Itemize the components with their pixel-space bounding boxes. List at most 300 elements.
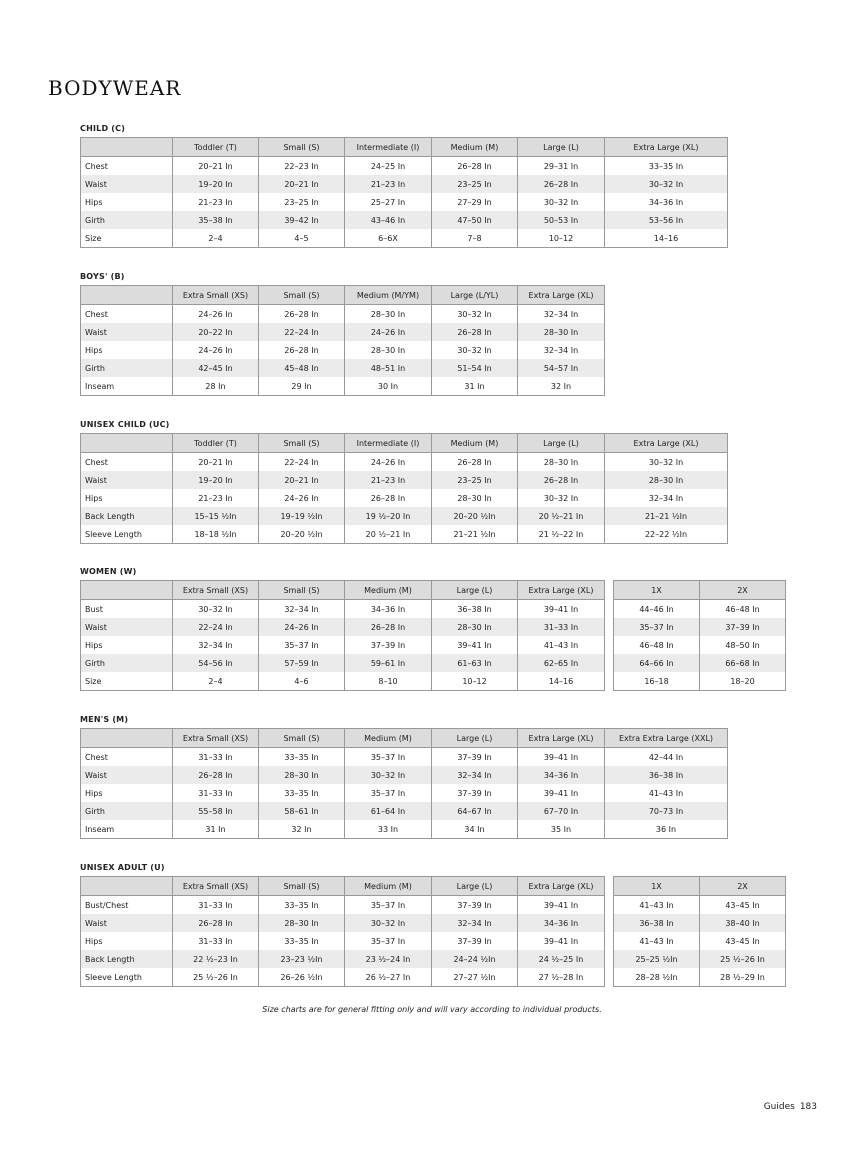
table-cell: 22–24 In — [259, 323, 345, 341]
column-header: Intermediate (I) — [345, 434, 432, 453]
header-row — [81, 877, 605, 896]
table-cell: 39–41 In — [432, 636, 518, 654]
column-header — [81, 877, 173, 896]
table-cell: 55–58 In — [173, 802, 259, 820]
table-cell: 18–20 — [700, 672, 786, 691]
table-cell: 21–23 In — [173, 489, 259, 507]
page-title: BODYWEAR — [48, 76, 182, 100]
table-cell: 20–22 In — [173, 323, 259, 341]
table-cell: 8–10 — [345, 672, 432, 691]
table-cell: 18–18 ½In — [173, 525, 259, 544]
section-title: WOMEN (W) — [80, 567, 137, 576]
table-cell: 26–28 In — [432, 157, 518, 176]
column-header: Medium (M) — [345, 729, 432, 748]
table-cell: 23–23 ½In — [259, 950, 345, 968]
row-label: Chest — [85, 457, 108, 467]
column-header: Extra Large (XL) — [605, 434, 728, 453]
table-cell: 26–28 In — [259, 305, 345, 324]
table-cell: 37–39 In — [432, 896, 518, 915]
table-cell: 10–12 — [432, 672, 518, 691]
table-row — [614, 950, 786, 968]
table-cell: 43–45 In — [700, 896, 786, 915]
table-row — [81, 323, 605, 341]
table-row — [81, 377, 605, 396]
row-label: Girth — [81, 359, 173, 377]
table-cell: 24–26 In — [345, 453, 432, 472]
column-header: Medium (M) — [345, 877, 432, 896]
table-row — [614, 654, 786, 672]
table-cell: 41–43 In — [605, 784, 728, 802]
table-cell: 32–34 In — [432, 766, 518, 784]
row-label: Inseam — [85, 824, 115, 834]
table-cell: 58–61 In — [259, 802, 345, 820]
table-cell: 48–50 In — [700, 636, 786, 654]
column-header: 1X — [614, 581, 700, 600]
table-cell: 28–30 In — [259, 914, 345, 932]
table-row — [614, 600, 786, 619]
row-label: Girth — [81, 654, 173, 672]
table-cell: 53–56 In — [605, 211, 728, 229]
size-chart-note: Size charts are for general fitting only and will vary according to individual products. — [262, 1005, 602, 1014]
column-header: Large (L/YL) — [432, 286, 518, 305]
table-cell: 30–32 In — [173, 600, 259, 619]
row-label: Hips — [85, 197, 103, 207]
table-cell: 32–34 In — [518, 305, 605, 324]
table-cell: 26–28 In — [173, 766, 259, 784]
table-cell: 20–20 ½In — [432, 507, 518, 525]
section-boys — [80, 271, 605, 396]
table-row — [81, 968, 605, 987]
table-cell: 26–26 ½In — [259, 968, 345, 987]
row-label: Back Length — [81, 507, 173, 525]
table-cell: 16–18 — [644, 676, 669, 686]
column-header: Extra Large (XL) — [605, 138, 728, 157]
section-title: UNISEX CHILD (UC) — [80, 420, 170, 429]
table-row — [614, 618, 786, 636]
table-row — [81, 193, 728, 211]
column-header: Medium (M) — [432, 434, 518, 453]
table-cell: 30–32 In — [345, 766, 432, 784]
column-header — [81, 434, 173, 453]
table-cell: 26–28 In — [432, 453, 518, 472]
table-cell: 39–41 In — [518, 600, 605, 619]
table-cell: 36–38 In — [614, 914, 700, 932]
header-row — [81, 581, 605, 600]
table-cell: 26–28 In — [432, 323, 518, 341]
table-cell: 30–32 In — [518, 193, 605, 211]
table-cell: 32–34 In — [173, 636, 259, 654]
table-cell: 44–46 In — [639, 604, 674, 614]
table-cell: 27–29 In — [432, 193, 518, 211]
page-footer — [764, 1102, 817, 1112]
table-cell: 24–26 In — [259, 489, 345, 507]
table-cell: 59–61 In — [345, 654, 432, 672]
table-cell: 24 ½–25 In — [518, 950, 605, 968]
table-cell: 34–36 In — [345, 600, 432, 619]
header-row — [614, 877, 786, 896]
table-row — [81, 489, 728, 507]
table-cell: 26–28 In — [345, 489, 432, 507]
column-header: Extra Extra Large (XXL) — [605, 729, 728, 748]
table-cell: 4–6 — [259, 672, 345, 691]
table-cell: 23–25 In — [432, 175, 518, 193]
table-cell: 23–25 In — [432, 471, 518, 489]
table-cell: 23–25 In — [259, 193, 345, 211]
row-label: Inseam — [85, 381, 115, 391]
row-label: Waist — [81, 323, 173, 341]
table-cell: 36 In — [605, 820, 728, 839]
table-cell: 64–67 In — [432, 802, 518, 820]
table-cell: 66–68 In — [700, 654, 786, 672]
row-label: Waist — [81, 618, 173, 636]
table-cell: 32–34 In — [432, 914, 518, 932]
table-cell: 28–30 In — [432, 489, 518, 507]
table-cell: 20 ½–21 In — [345, 525, 432, 544]
row-label: Girth — [81, 802, 173, 820]
table-cell: 26–28 In — [518, 471, 605, 489]
table-cell: 37–39 In — [432, 932, 518, 950]
table-cell: 32–34 In — [605, 489, 728, 507]
table-cell: 50–53 In — [518, 211, 605, 229]
table-row — [81, 654, 605, 672]
table-cell: 33–35 In — [259, 784, 345, 802]
row-label: Hips — [85, 640, 103, 650]
table-cell: 32 In — [259, 820, 345, 839]
table-row — [81, 914, 605, 932]
table-cell: 33–35 In — [259, 896, 345, 915]
column-header: Medium (M) — [432, 138, 518, 157]
column-header: 1X — [614, 877, 700, 896]
table-cell: 24–26 In — [173, 305, 259, 324]
table-cell: 28–30 In — [345, 305, 432, 324]
table-cell: 31–33 In — [173, 932, 259, 950]
header-row — [81, 138, 728, 157]
tables-row — [80, 728, 728, 839]
table-cell: 70–73 In — [605, 802, 728, 820]
table-cell: 28 In — [173, 377, 259, 396]
table-cell: 20–21 In — [173, 157, 259, 176]
column-header: 2X — [700, 877, 786, 896]
extended-size-table — [613, 876, 786, 987]
header-row — [81, 729, 728, 748]
row-label: Hips — [85, 936, 103, 946]
row-label: Sleeve Length — [85, 529, 142, 539]
table-cell: 34–36 In — [605, 193, 728, 211]
table-cell: 29 In — [259, 377, 345, 396]
table-cell: 32–34 In — [259, 600, 345, 619]
section-title: UNISEX ADULT (U) — [80, 863, 165, 872]
table-cell: 20–21 In — [259, 471, 345, 489]
table-row — [81, 507, 728, 525]
table-cell: 33–35 In — [605, 157, 728, 176]
table-cell: 61–63 In — [432, 654, 518, 672]
table-row — [81, 175, 728, 193]
column-header — [81, 286, 173, 305]
table-cell: 28–30 In — [518, 453, 605, 472]
row-label: Waist — [81, 471, 173, 489]
column-header — [81, 138, 173, 157]
table-cell: 29–31 In — [518, 157, 605, 176]
table-cell: 20–21 In — [259, 175, 345, 193]
table-cell: 31–33 In — [173, 784, 259, 802]
table-cell: 46–48 In — [700, 600, 786, 619]
column-header: Small (S) — [259, 581, 345, 600]
table-cell: 30–32 In — [605, 453, 728, 472]
table-cell: 14–16 — [605, 229, 728, 248]
row-label: Waist — [81, 175, 173, 193]
table-cell: 27–27 ½In — [432, 968, 518, 987]
table-row — [81, 600, 605, 619]
table-cell: 35–37 In — [345, 896, 432, 915]
table-cell: 35–37 In — [345, 784, 432, 802]
size-table — [80, 285, 605, 396]
table-cell: 25 ½–26 In — [173, 968, 259, 987]
table-cell: 42–44 In — [605, 748, 728, 767]
table-cell: 36–38 In — [432, 600, 518, 619]
table-cell: 21–23 In — [173, 193, 259, 211]
table-cell: 30–32 In — [605, 175, 728, 193]
table-cell: 31–33 In — [173, 748, 259, 767]
table-row — [81, 305, 605, 324]
table-cell: 38–40 In — [700, 914, 786, 932]
header-row — [614, 581, 786, 600]
table-cell: 28–30 In — [432, 618, 518, 636]
table-row — [81, 932, 605, 950]
table-cell: 26–28 In — [518, 175, 605, 193]
column-header: Extra Small (XS) — [173, 877, 259, 896]
column-header: Small (S) — [259, 877, 345, 896]
size-table — [80, 876, 605, 987]
column-header — [81, 729, 173, 748]
column-header: Extra Small (XS) — [173, 729, 259, 748]
row-label: Waist — [81, 914, 173, 932]
table-cell: 19–20 In — [173, 175, 259, 193]
row-label: Sleeve Length — [85, 972, 142, 982]
size-table — [80, 580, 605, 691]
table-cell: 35 In — [518, 820, 605, 839]
column-header: Large (L) — [432, 877, 518, 896]
table-cell: 47–50 In — [432, 211, 518, 229]
table-cell: 43–46 In — [345, 211, 432, 229]
table-row — [81, 802, 728, 820]
table-cell: 41–43 In — [639, 900, 674, 910]
column-header: Intermediate (I) — [345, 138, 432, 157]
table-cell: 7–8 — [432, 229, 518, 248]
tables-row — [80, 580, 786, 691]
column-header: Extra Small (XS) — [173, 286, 259, 305]
table-cell: 39–41 In — [518, 932, 605, 950]
column-header: Toddler (T) — [173, 434, 259, 453]
row-label: Chest — [85, 161, 108, 171]
row-label: Size — [85, 233, 102, 243]
row-label: Back Length — [81, 950, 173, 968]
footer-section-label: Guides — [763, 1102, 795, 1112]
table-row — [81, 229, 728, 248]
row-label: Bust — [85, 604, 103, 614]
table-cell: 36–38 In — [605, 766, 728, 784]
table-cell: 28–28 ½In — [635, 972, 678, 982]
table-row — [81, 157, 728, 176]
table-cell: 21–23 In — [345, 175, 432, 193]
table-row — [81, 766, 728, 784]
column-header: Toddler (T) — [173, 138, 259, 157]
table-cell: 30–32 In — [432, 305, 518, 324]
table-cell: 20 ½–21 In — [518, 507, 605, 525]
table-row — [81, 453, 728, 472]
tables-row — [80, 137, 728, 248]
table-row — [81, 359, 605, 377]
row-label: Chest — [85, 309, 108, 319]
row-label: Hips — [85, 493, 103, 503]
table-cell: 51–54 In — [432, 359, 518, 377]
table-cell: 2–4 — [173, 229, 259, 248]
table-row — [81, 211, 728, 229]
table-cell: 20–20 ½In — [259, 525, 345, 544]
table-cell: 24–25 In — [345, 157, 432, 176]
table-cell: 39–41 In — [518, 784, 605, 802]
table-row — [81, 896, 605, 915]
table-cell: 22 ½–23 In — [173, 950, 259, 968]
section-title: CHILD (C) — [80, 124, 126, 133]
table-cell: 21 ½–22 In — [518, 525, 605, 544]
table-cell: 39–41 In — [518, 748, 605, 767]
table-cell: 21–21 ½In — [605, 507, 728, 525]
tables-row — [80, 433, 728, 544]
table-cell: 54–57 In — [518, 359, 605, 377]
table-cell: 4–5 — [259, 229, 345, 248]
table-row — [81, 341, 605, 359]
table-cell: 19–19 ½In — [259, 507, 345, 525]
table-cell: 37–39 In — [432, 784, 518, 802]
row-label: Bust/Chest — [85, 900, 129, 910]
table-cell: 62–65 In — [518, 654, 605, 672]
table-cell: 26–28 In — [259, 341, 345, 359]
table-row — [614, 914, 786, 932]
table-cell: 19 ½–20 In — [345, 507, 432, 525]
table-row — [81, 672, 605, 691]
table-cell: 67–70 In — [518, 802, 605, 820]
table-cell: 26–28 In — [173, 914, 259, 932]
column-header: Extra Small (XS) — [173, 581, 259, 600]
table-cell: 2–4 — [173, 672, 259, 691]
table-cell: 31 In — [173, 820, 259, 839]
table-cell: 30–32 In — [432, 341, 518, 359]
table-cell: 26 ½–27 In — [345, 968, 432, 987]
table-cell: 20–21 In — [173, 453, 259, 472]
table-cell: 30–32 In — [345, 914, 432, 932]
table-row — [614, 968, 786, 987]
table-cell: 39–42 In — [259, 211, 345, 229]
table-cell: 21–23 In — [345, 471, 432, 489]
table-cell: 32 In — [518, 377, 605, 396]
column-header: Large (L) — [518, 434, 605, 453]
column-header: Extra Large (XL) — [518, 877, 605, 896]
table-cell: 34–36 In — [518, 766, 605, 784]
section-mens — [80, 714, 728, 839]
table-cell: 48–51 In — [345, 359, 432, 377]
tables-row — [80, 285, 605, 396]
tables-row — [80, 876, 786, 987]
table-cell: 35–37 In — [345, 748, 432, 767]
table-cell: 27 ½–28 In — [518, 968, 605, 987]
table-cell: 45–48 In — [259, 359, 345, 377]
column-header: Medium (M/YM) — [345, 286, 432, 305]
table-cell: 22–24 In — [259, 453, 345, 472]
table-cell: 41–43 In — [518, 636, 605, 654]
header-row — [81, 434, 728, 453]
size-table — [80, 433, 728, 544]
table-row — [614, 672, 786, 691]
row-label: Size — [85, 676, 102, 686]
table-cell: 37–39 In — [700, 618, 786, 636]
table-cell: 24–26 In — [345, 323, 432, 341]
table-cell: 43–45 In — [700, 932, 786, 950]
table-cell: 42–45 In — [173, 359, 259, 377]
table-cell: 35–37 In — [345, 932, 432, 950]
size-table — [80, 137, 728, 248]
column-header: Large (L) — [432, 581, 518, 600]
column-header: Small (S) — [259, 286, 345, 305]
table-row — [81, 636, 605, 654]
table-cell: 33 In — [345, 820, 432, 839]
table-cell: 39–41 In — [518, 896, 605, 915]
table-cell: 34 In — [432, 820, 518, 839]
table-row — [81, 820, 728, 839]
section-unisex-child — [80, 419, 728, 544]
table-cell: 28–30 In — [259, 766, 345, 784]
table-cell: 31 In — [432, 377, 518, 396]
table-cell: 22–22 ½In — [605, 525, 728, 544]
section-women — [80, 566, 786, 691]
row-label: Hips — [85, 788, 103, 798]
section-title: BOYS' (B) — [80, 272, 125, 281]
table-cell: 46–48 In — [639, 640, 674, 650]
table-cell: 14–16 — [518, 672, 605, 691]
table-cell: 24–24 ½In — [432, 950, 518, 968]
table-cell: 25–25 ½In — [614, 950, 700, 968]
table-cell: 30–32 In — [518, 489, 605, 507]
section-child — [80, 123, 728, 248]
table-row — [614, 896, 786, 915]
table-cell: 21–21 ½In — [432, 525, 518, 544]
row-label: Waist — [81, 766, 173, 784]
column-header: Extra Large (XL) — [518, 581, 605, 600]
table-cell: 31–33 In — [173, 896, 259, 915]
table-cell: 22–23 In — [259, 157, 345, 176]
section-unisex-adult — [80, 862, 786, 987]
table-cell: 37–39 In — [432, 748, 518, 767]
table-row — [614, 636, 786, 654]
table-row — [81, 618, 605, 636]
section-title: MEN'S (M) — [80, 715, 129, 724]
header-row — [81, 286, 605, 305]
table-cell: 30 In — [345, 377, 432, 396]
row-label: Chest — [85, 752, 108, 762]
table-row — [81, 748, 728, 767]
table-cell: 28–30 In — [345, 341, 432, 359]
table-row — [81, 525, 728, 544]
column-header — [81, 581, 173, 600]
size-table — [80, 728, 728, 839]
column-header: Small (S) — [259, 138, 345, 157]
table-cell: 41–43 In — [639, 936, 674, 946]
table-cell: 23 ½–24 In — [345, 950, 432, 968]
column-header: Small (S) — [259, 434, 345, 453]
column-header: Large (L) — [432, 729, 518, 748]
table-cell: 26–28 In — [345, 618, 432, 636]
table-row — [81, 784, 728, 802]
column-header: 2X — [700, 581, 786, 600]
